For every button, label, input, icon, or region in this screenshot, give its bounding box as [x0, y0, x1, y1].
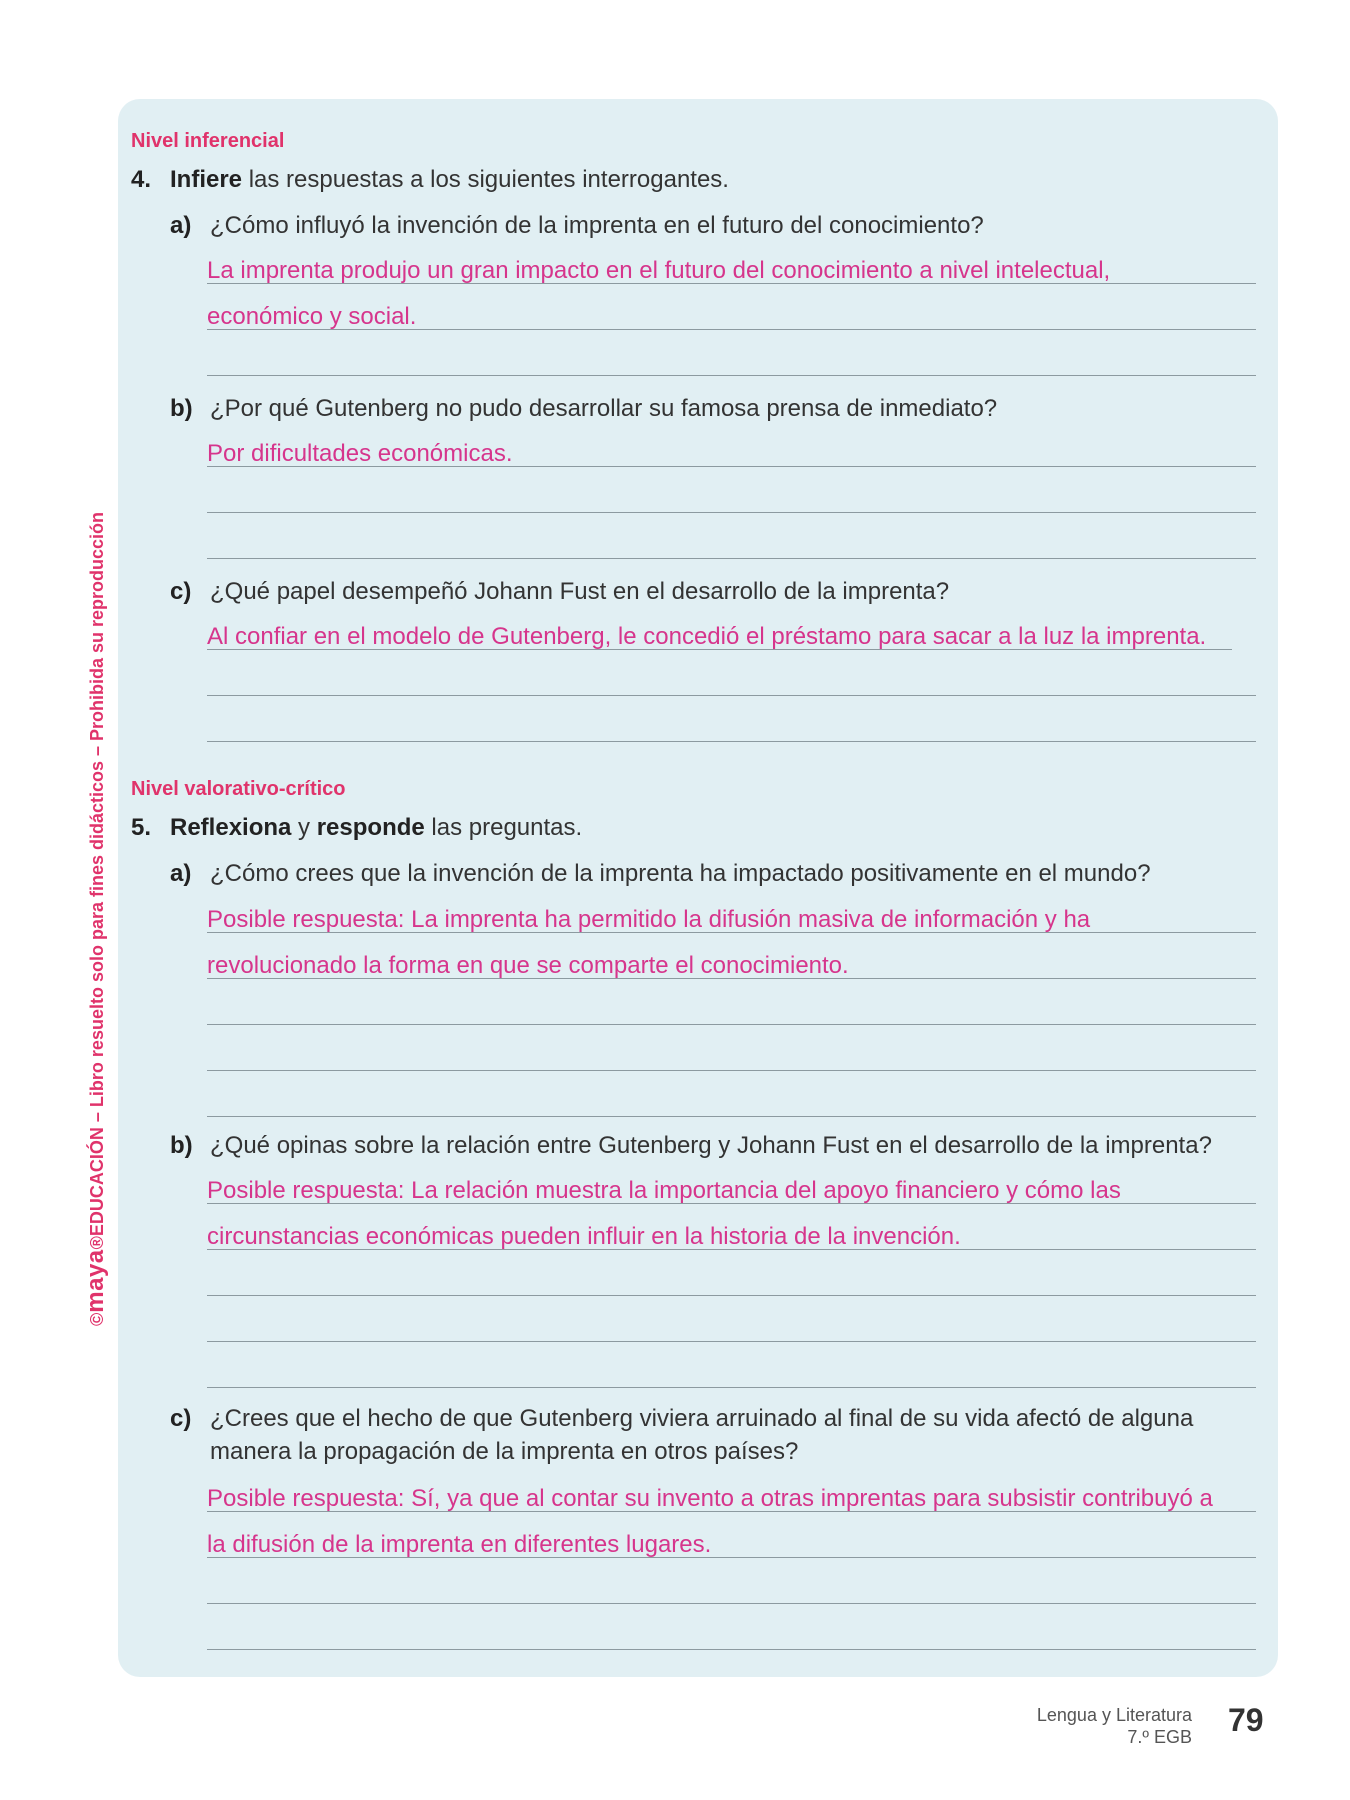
answer-line — [207, 1387, 1256, 1388]
answer-line — [207, 978, 1256, 979]
question-5-mid: y — [291, 814, 317, 841]
answer-line — [207, 1603, 1256, 1604]
answer-line — [207, 329, 1256, 330]
question-5-rest: las preguntas. — [424, 814, 583, 841]
question-5a — [170, 860, 1151, 888]
question-5-text — [170, 814, 582, 842]
answer-line — [207, 1070, 1256, 1071]
answer-5c-line1: Posible respuesta: Sí, ya que al contar su invento a otras imprentas para subsistir contribuyó a — [207, 1485, 1213, 1512]
section-level-valorativo: Nivel valorativo-crítico — [131, 778, 346, 800]
question-5b-text: ¿Qué opinas sobre la relación entre Gutenberg y Johann Fust en el desarrollo de la imprenta? — [210, 1132, 1212, 1159]
question-5-number: 5. — [131, 814, 152, 841]
answer-5a-line1: Posible respuesta: La imprenta ha permitido la difusión masiva de información y ha — [207, 906, 1091, 933]
question-4b-letter: b) — [170, 395, 193, 422]
answer-line — [207, 1116, 1256, 1117]
notice-text: EDUCACIÓN – Libro resuelto solo para fines didácticos – Prohibida su reproducción — [87, 511, 107, 1237]
answer-5a-line2: revolucionado la forma en que se comparte el conocimiento. — [207, 952, 849, 979]
question-5b-letter: b) — [170, 1132, 193, 1159]
answer-4a-line2: económico y social. — [207, 303, 417, 330]
footer-grade: 7.º EGB — [1127, 1727, 1192, 1747]
answer-line — [207, 283, 1256, 284]
question-5c-letter: c) — [170, 1405, 192, 1432]
copyright-symbol: © — [87, 1312, 107, 1326]
answer-4c-line1: Al confiar en el modelo de Gutenberg, le concedió el préstamo para sacar a la luz la imprenta. — [207, 623, 1207, 650]
brand-logo: maya — [82, 1249, 109, 1313]
answer-5c-line2: la difusión de la imprenta en diferentes lugares. — [207, 1531, 712, 1558]
question-5c-text: ¿Crees que el hecho de que Gutenberg viviera arruinado al final de su vida afectó de alguna — [210, 1405, 1194, 1432]
answer-line — [207, 741, 1256, 742]
question-4-rest: las respuestas a los siguientes interrogantes. — [242, 166, 729, 193]
question-4c-letter: c) — [170, 578, 192, 605]
question-4-number: 4. — [131, 166, 152, 193]
section-level-inferencial: Nivel inferencial — [131, 130, 285, 152]
registered-mark: ® — [87, 1236, 107, 1250]
answer-line — [207, 1295, 1256, 1296]
question-4a-text: ¿Cómo influyó la invención de la imprenta en el futuro del conocimiento? — [210, 212, 984, 239]
question-5a-letter: a) — [170, 860, 192, 887]
answer-5b-line1: Posible respuesta: La relación muestra la importancia del apoyo financiero y cómo las — [207, 1177, 1121, 1204]
answer-line — [207, 1341, 1256, 1342]
question-5-verb1: Reflexiona — [170, 814, 292, 841]
answer-4a-line1: La imprenta produjo un gran impacto en el futuro del conocimiento a nivel intelectual, — [207, 257, 1111, 284]
footer-subject: Lengua y Literatura — [1036, 1705, 1192, 1725]
page-number: 79 — [1228, 1702, 1264, 1738]
question-4a — [170, 212, 984, 240]
question-4c — [170, 578, 949, 606]
question-4b-text: ¿Por qué Gutenberg no pudo desarrollar su famosa prensa de inmediato? — [210, 395, 998, 422]
answer-4b-line1: Por dificultades económicas. — [207, 440, 513, 467]
answer-line — [207, 512, 1256, 513]
question-5-verb2: responde — [316, 814, 425, 841]
question-4-text — [170, 166, 729, 194]
answer-line — [207, 558, 1256, 559]
answer-line — [207, 1203, 1256, 1204]
answer-line — [207, 649, 1232, 650]
answer-line — [207, 1511, 1256, 1512]
question-4a-letter: a) — [170, 212, 192, 239]
answer-line — [207, 695, 1256, 696]
answer-line — [207, 1249, 1256, 1250]
answer-line — [207, 466, 1256, 467]
question-5c-text-line2: manera la propagación de la imprenta en otros países? — [210, 1438, 799, 1465]
answer-line — [207, 1557, 1256, 1558]
answer-5b-line2: circunstancias económicas pueden influir en la historia de la invención. — [207, 1223, 961, 1250]
answer-line — [207, 1649, 1256, 1650]
question-5b — [170, 1132, 1212, 1160]
question-5a-text: ¿Cómo crees que la invención de la imprenta ha impactado positivamente en el mundo? — [210, 860, 1151, 887]
answer-line — [207, 375, 1256, 376]
question-5c — [170, 1405, 1193, 1433]
answer-line — [207, 932, 1256, 933]
question-4-verb: Infiere — [170, 166, 243, 193]
question-4b — [170, 395, 997, 423]
question-4c-text: ¿Qué papel desempeñó Johann Fust en el desarrollo de la imprenta? — [210, 578, 950, 605]
copyright-notice — [82, 512, 110, 1326]
answer-line — [207, 1024, 1256, 1025]
